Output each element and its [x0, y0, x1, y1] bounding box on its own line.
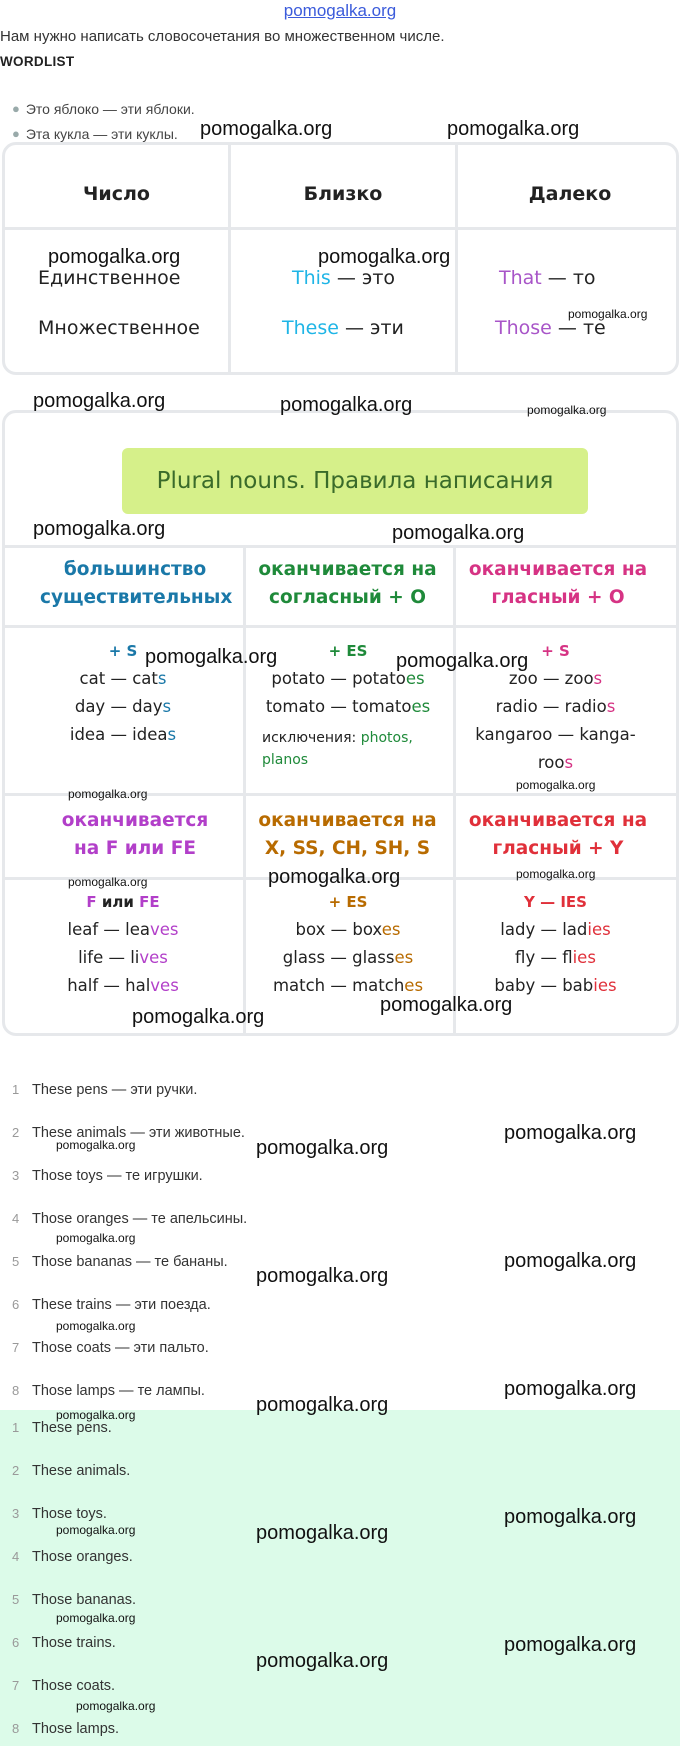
row-plural-near: These — эти [282, 317, 404, 339]
answer-item: 8 Those lamps. [12, 1721, 120, 1737]
rule-example: tomato — tomatoes [265, 697, 431, 716]
row-singular-far: That — то [499, 267, 596, 289]
rule-header-consonant-o: оканчивается на согласный + O [258, 559, 437, 608]
watermark: pomogalka.org [76, 1699, 156, 1713]
rule-example: cat — cats [79, 669, 167, 688]
rule-example: half — halves [67, 976, 179, 995]
rule-example: potato — potatoes [271, 669, 425, 688]
list-item: 5 Those bananas — те бананы. [12, 1254, 228, 1270]
rule-mark: Y — IES [524, 893, 587, 911]
header-far: Далеко [528, 183, 612, 205]
rule-example: idea — ideas [69, 725, 177, 744]
bullet-icon: ● [12, 126, 20, 141]
demonstratives-table [2, 142, 679, 375]
row-plural-far: Those — те [495, 317, 606, 339]
watermark: pomogalka.org [318, 246, 451, 268]
rule-example: glass — glasses [282, 948, 414, 967]
rule-header-x-ss: оканчивается на X, SS, CH, SH, S [258, 810, 437, 859]
list-item: 8 Those lamps — те лампы. [12, 1383, 205, 1399]
list-item: 3 Those toys — те игрушки. [12, 1168, 203, 1184]
watermark: pomogalka.org [56, 1319, 136, 1333]
watermark: pomogalka.org [447, 118, 580, 140]
rule-example: day — days [74, 697, 172, 716]
watermark: pomogalka.org [280, 394, 413, 416]
list-item: 1 These pens — эти ручки. [12, 1082, 198, 1098]
watermark: pomogalka.org [200, 118, 333, 140]
watermark: pomogalka.org [392, 522, 525, 544]
rule-header-vowel-y: оканчивается на гласный + Y [468, 810, 648, 859]
rule-exceptions: исключения: photos, planos [262, 730, 413, 768]
rule-example: lady — ladies [500, 920, 611, 939]
list-item: 2 These animals — эти животные. [12, 1125, 245, 1141]
watermark: pomogalka.org [516, 778, 596, 792]
watermark: pomogalka.org [68, 787, 148, 801]
instruction-text: Нам нужно написать словосочетания во множественном числе. [0, 28, 445, 45]
answer-item: 7 Those coats. [12, 1678, 116, 1694]
watermark: pomogalka.org [380, 994, 513, 1016]
header-number: Число [83, 183, 150, 205]
answers-panel [0, 1410, 680, 1746]
watermark: pomogalka.org [56, 1231, 136, 1245]
rule-example: kangaroo — kanga- [475, 725, 636, 744]
rule-header-vowel-o: оканчивается на гласный + O [468, 559, 648, 608]
watermark: pomogalka.org [256, 1137, 389, 1159]
watermark: pomogalka.org [256, 1394, 389, 1416]
watermark: pomogalka.org [56, 1611, 136, 1625]
wordlist-label: WORDLIST [0, 54, 75, 69]
rule-body-x-ss [243, 888, 453, 1000]
watermark: pomogalka.org [268, 866, 401, 888]
watermark: pomogalka.org [256, 1265, 389, 1287]
rule-body-most-nouns [5, 637, 241, 749]
rule-mark: + S [108, 642, 138, 660]
rule-mark: + S [541, 642, 570, 660]
rule-mark: F или FE [86, 893, 160, 911]
answer-item: 6 Those trains. [12, 1635, 116, 1651]
site-header-link[interactable]: pomogalka.org [283, 1, 397, 20]
answer-item: 3 Those toys. [12, 1506, 107, 1522]
list-item: 4 Those oranges — те апельсины. [12, 1211, 248, 1227]
watermark: pomogalka.org [504, 1250, 637, 1272]
rule-header-f-fe: оканчивается на F или FE [61, 810, 209, 859]
example-item [12, 96, 195, 121]
plural-rules-title: Plural nouns. Правила написания [122, 448, 588, 514]
header-near: Близко [303, 183, 383, 205]
watermark: pomogalka.org [504, 1378, 637, 1400]
watermark: pomogalka.org [504, 1506, 637, 1528]
watermark: pomogalka.org [396, 650, 529, 672]
answer-item: 4 Those oranges. [12, 1549, 133, 1565]
rule-example: match — matches [272, 976, 424, 995]
rule-body-f-fe [5, 888, 241, 1000]
rule-mark: + ES [328, 642, 368, 660]
watermark: pomogalka.org [145, 646, 278, 668]
bullet-icon: ● [12, 101, 20, 116]
list-item: 7 Those coats — эти пальто. [12, 1340, 209, 1356]
rule-example: baby — babies [494, 976, 617, 995]
answer-item: 5 Those bananas. [12, 1592, 136, 1608]
rule-example: leaf — leaves [67, 920, 179, 939]
row-singular-near: This — это [292, 267, 396, 289]
example-text: Эта кукла — эти куклы. [25, 125, 178, 142]
watermark: pomogalka.org [56, 1138, 136, 1152]
row-singular-label: Единственное [38, 267, 181, 289]
rule-header-most-nouns: большинство существительных [40, 559, 233, 608]
rule-body-vowel-o [453, 637, 658, 777]
watermark: pomogalka.org [527, 403, 607, 417]
rule-example: zoo — zoos [508, 669, 603, 688]
watermark: pomogalka.org [256, 1650, 389, 1672]
rule-example: fly — flies [515, 948, 596, 967]
watermark: pomogalka.org [33, 390, 166, 412]
rule-body-consonant-o [243, 637, 453, 721]
watermark: pomogalka.org [48, 246, 181, 268]
answer-item: 1 These pens. [12, 1420, 112, 1436]
example-text: Это яблоко — эти яблоки. [25, 100, 195, 117]
watermark: pomogalka.org [568, 307, 648, 321]
watermark: pomogalka.org [516, 867, 596, 881]
rule-example: roos [537, 753, 574, 772]
watermark: pomogalka.org [504, 1122, 637, 1144]
list-item: 6 These trains — эти поезда. [12, 1297, 211, 1313]
answer-item: 2 These animals. [12, 1463, 131, 1479]
rule-mark: + ES [328, 893, 368, 911]
rule-example: life — lives [78, 948, 168, 967]
watermark: pomogalka.org [256, 1522, 389, 1544]
watermark: pomogalka.org [132, 1006, 265, 1028]
example-list [12, 96, 195, 146]
watermark: pomogalka.org [56, 1523, 136, 1537]
row-plural-label: Множественное [38, 317, 200, 339]
rule-example: radio — radios [495, 697, 616, 716]
rule-example: box — boxes [295, 920, 401, 939]
watermark: pomogalka.org [56, 1408, 136, 1422]
rule-body-vowel-y [453, 888, 658, 1000]
watermark: pomogalka.org [68, 875, 148, 889]
watermark: pomogalka.org [504, 1634, 637, 1656]
watermark: pomogalka.org [33, 518, 166, 540]
